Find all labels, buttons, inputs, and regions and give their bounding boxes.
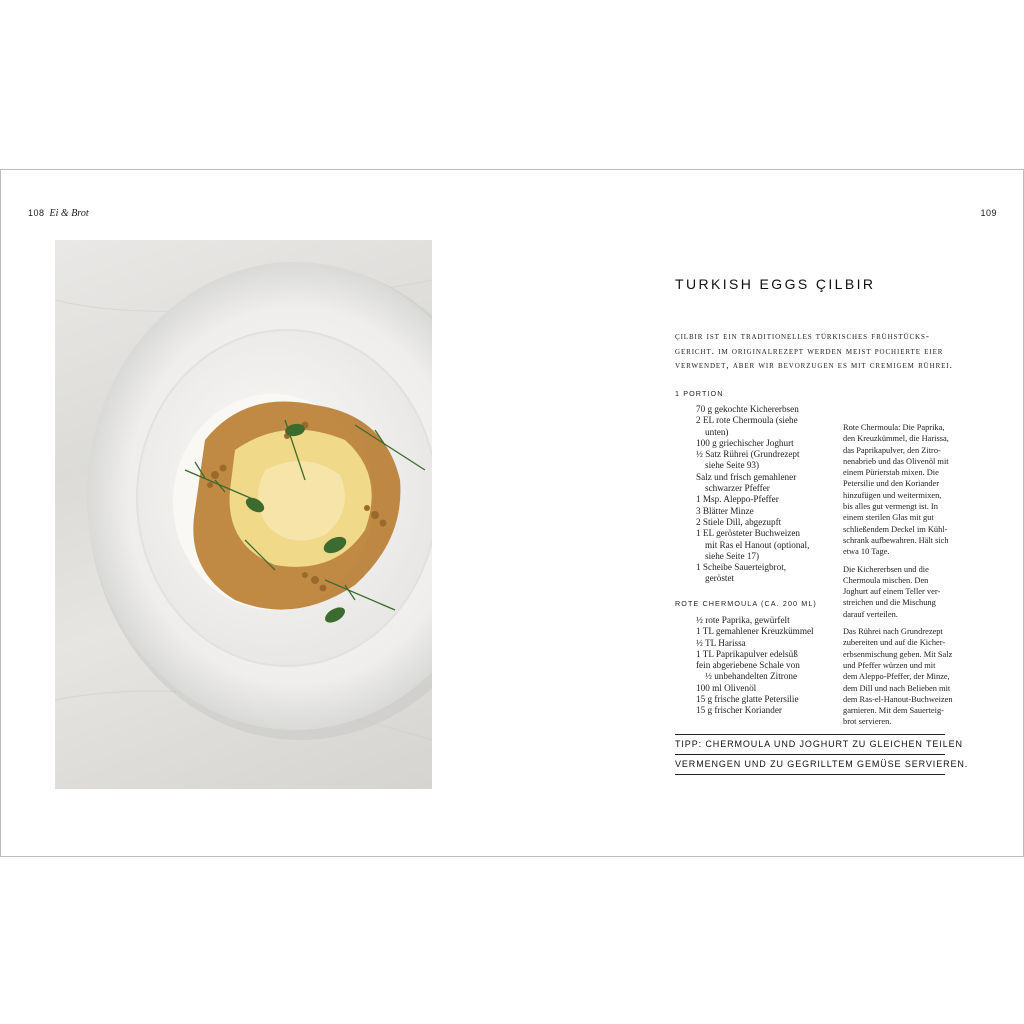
chermoula-ingredient-list [696,615,836,717]
ingredient: 1 Scheibe Sauerteigbrot, [696,562,787,573]
ingredient: siehe Seite 93) [705,460,760,471]
method-line: dem Ras-el-Hanout-Buchweizen [843,694,953,704]
ingredient: mit Ras el Hanout (optional, [705,539,810,550]
method-line: schließendem Deckel im Kühl- [843,524,948,534]
method-line: dem Aleppo-Pfeffer, der Minze, [843,672,950,682]
ingredient: 2 EL rote Chermoula (siehe [696,415,798,426]
method-line: Petersilie und den Koriander [843,479,940,489]
method-line: nenabrieb und das Olivenöl mit [843,456,949,466]
method-line: zubereiten und auf die Kicher- [843,638,946,648]
method-line: das Paprikapulver, den Zitro- [843,445,941,455]
ingredient: ½ unbehandelten Zitrone [705,671,798,682]
method-line: Die Kichererbsen und die [843,564,929,574]
method-line: Rote Chermoula: Die Paprika, [843,423,945,432]
chermoula-heading: ROTE CHERMOULA (CA. 200 ML) [675,599,817,608]
method-line: Joghurt auf einem Teller ver- [843,587,941,597]
method-line: und Pfeffer würzen und mit [843,660,936,670]
method-line: streichen und die Mischung [843,598,936,608]
method-step [843,626,978,728]
ingredient: geröstet [705,573,735,584]
section-title: Ei & Brot [49,208,89,219]
dish-photo-illustration [55,240,432,789]
intro-line: verwendet, aber wir bevorzugen es mit cremigem rührei. [675,360,953,371]
method-step [843,564,978,620]
method-line: brot servieren. [843,717,892,727]
left-page-number: 108 [28,208,45,218]
recipe-title: TURKISH EGGS ÇILBIR [675,276,876,292]
right-page-number: 109 [980,208,997,218]
method-line: einem Pürierstab mixen. Die [843,468,939,478]
ingredient: 1 Msp. Aleppo-Pfeffer [696,494,779,505]
ingredient: 15 g frische glatte Petersilie [696,694,799,705]
intro-line: gericht. im originalrezept werden meist pochierte eier [675,345,944,357]
method-line: Das Rührei nach Grundrezept [843,627,943,637]
ingredient: 1 EL gerösteter Buchweizen [696,528,800,539]
tip-line: VERMENGEN UND ZU GEGRILLTEM GEMÜSE SERVIEREN. [675,754,945,775]
method-step [843,422,978,558]
ingredient: 70 g gekochte Kichererbsen [696,404,799,414]
ingredient: siehe Seite 17) [705,550,760,561]
recipe-intro [675,330,975,374]
ingredient: unten) [705,426,729,437]
ingredient: 100 ml Olivenöl [696,682,757,693]
ingredient: ½ Satz Rührei (Grundrezept [696,449,800,460]
recipe-method [843,422,978,734]
method-line: den Kreuzkümmel, die Harissa, [843,434,949,444]
ingredient: Salz und frisch gemahlener [696,471,797,482]
method-line: garnieren. Mit dem Sauerteig- [843,706,944,716]
recipe-tip [675,734,969,775]
ingredient: 1 TL gemahlener Kreuzkümmel [696,626,814,637]
ingredient: 1 TL Paprikapulver edelsüß [696,648,798,659]
book-spread [0,169,1024,857]
left-folio [28,208,89,219]
portion-label: 1 PORTION [675,389,724,398]
method-line: Chermoula mischen. Den [843,575,929,585]
ingredient: 3 Blätter Minze [696,505,754,516]
dish-photo [55,240,432,789]
method-line: schrank aufbewahren. Hält sich [843,535,949,545]
method-line: darauf verteilen. [843,609,898,619]
method-line: etwa 10 Tage. [843,547,890,557]
ingredient: fein abgeriebene Schale von [696,660,800,671]
ingredient: ½ TL Harissa [696,637,746,648]
ingredient-list [696,404,836,585]
ingredient: ½ rote Paprika, gewürfelt [696,615,790,625]
ingredient: 100 g griechischer Joghurt [696,437,794,448]
ingredient: 15 g frischer Koriander [696,705,782,716]
ingredient: 2 Stiele Dill, abgezupft [696,516,782,527]
method-line: einem sterilen Glas mit gut [843,513,934,523]
ingredient: schwarzer Pfeffer [705,483,770,494]
intro-line: çilbir ist ein traditionelles türkisches frühstücks- [675,331,930,342]
method-line: dem Dill und nach Belieben mit [843,683,951,693]
tip-line: TIPP: CHERMOULA UND JOGHURT ZU GLEICHEN TEILEN [675,734,945,754]
method-line: bis alles gut vermengt ist. In [843,502,938,512]
method-line: hinzufügen und weitermixen, [843,490,942,500]
method-line: erbsenmischung geben. Mit Salz [843,649,953,659]
